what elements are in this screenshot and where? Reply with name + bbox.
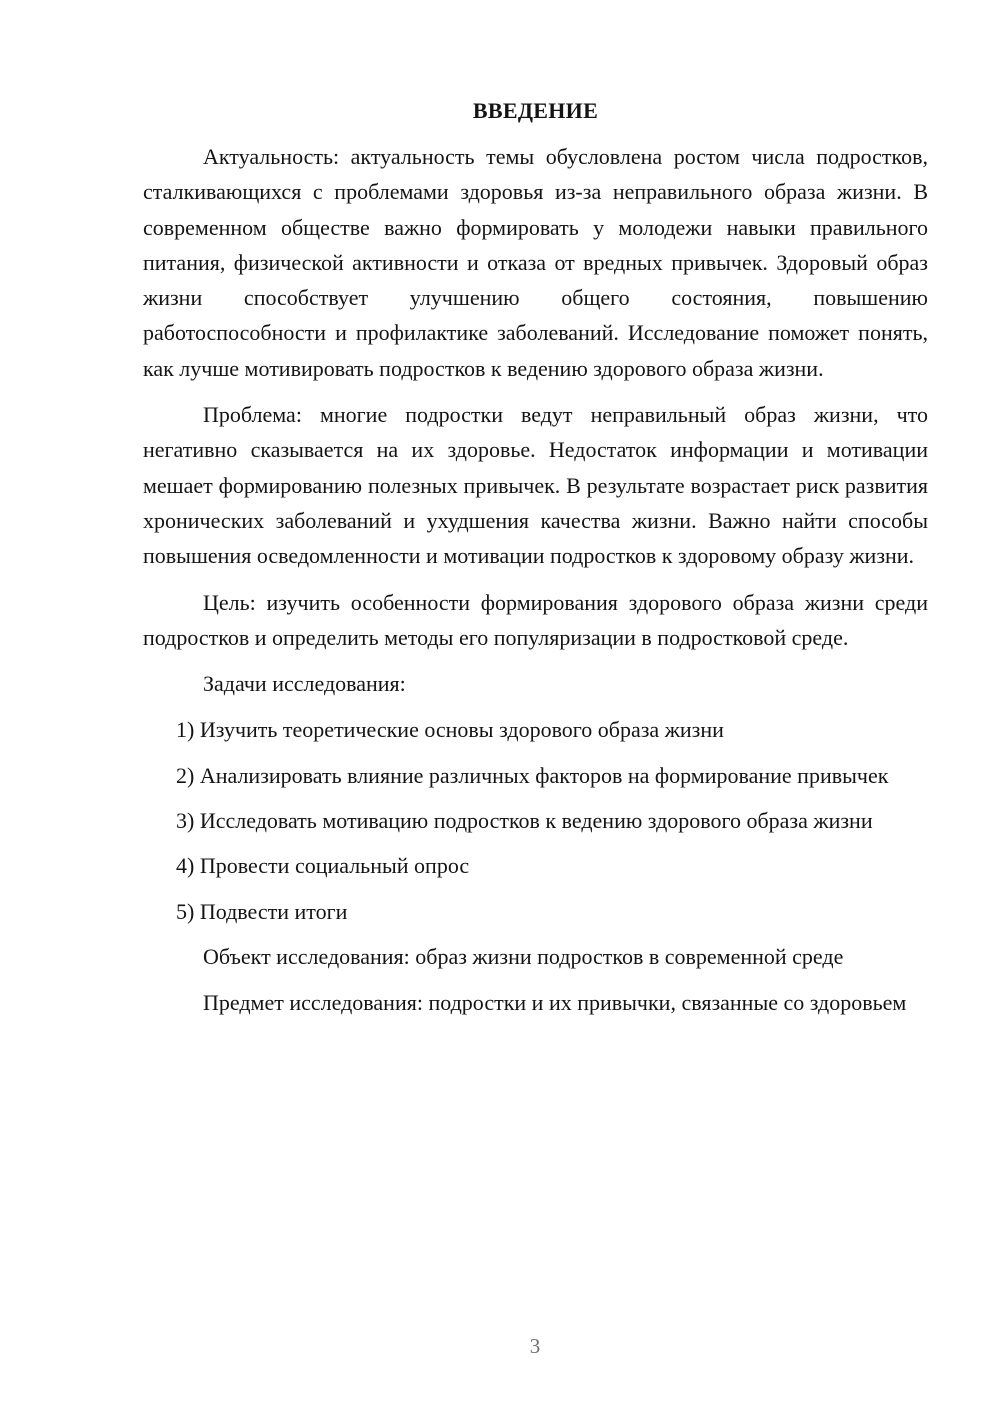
paragraph-problem: Проблема: многие подростки ведут неправильный образ жизни, что негативно сказывается на их здоровье. Недостаток информации и мотивации мешает формированию полезных привычек. В результате возрастает риск развития хронических заболеваний и ухудшения качества жизни. Важно найти способы повышения осведомленности и мотивации подростков к здоровому образу жизни.	[143, 402, 928, 569]
task-item: 1) Изучить теоретические основы здорового образа жизни	[176, 717, 724, 743]
page-content	[143, 95, 928, 1032]
paragraph-relevance: Актуальность: актуальность темы обусловлена ростом числа подростков, сталкивающихся с проблемами здоровья из-за неправильного образа жизни. В современном обществе важно формировать у молодежи навыки правильного питания, физической активности и отказа от вредных привычек. Здоровый образ жизни способствует улучшению общего состояния, повышению работоспособности и профилактике заболеваний. Исследование поможет понять, как лучше мотивировать подростков к ведению здорового образа жизни.	[143, 144, 928, 381]
task-item: 2) Анализировать влияние различных факторов на формирование привычек	[176, 762, 889, 788]
page-number: 3	[529, 1334, 541, 1358]
paragraph-goal: Цель: изучить особенности формирования здорового образа жизни среди подростков и определить методы его популяризации в подростковой среде.	[143, 589, 928, 650]
task-item: 5) Подвести итоги	[176, 898, 348, 924]
task-item: 3) Исследовать мотивацию подростков к ведению здорового образа жизни	[176, 808, 873, 834]
paragraph-subject: Предмет исследования: подростки и их привычки, связанные со здоровьем	[203, 990, 907, 1016]
tasks-heading: Задачи исследования:	[203, 671, 406, 697]
paragraph-object: Объект исследования: образ жизни подростков в современной среде	[203, 943, 844, 969]
task-item: 4) Провести социальный опрос	[176, 853, 470, 879]
section-title: ВВЕДЕНИЕ	[472, 98, 599, 123]
